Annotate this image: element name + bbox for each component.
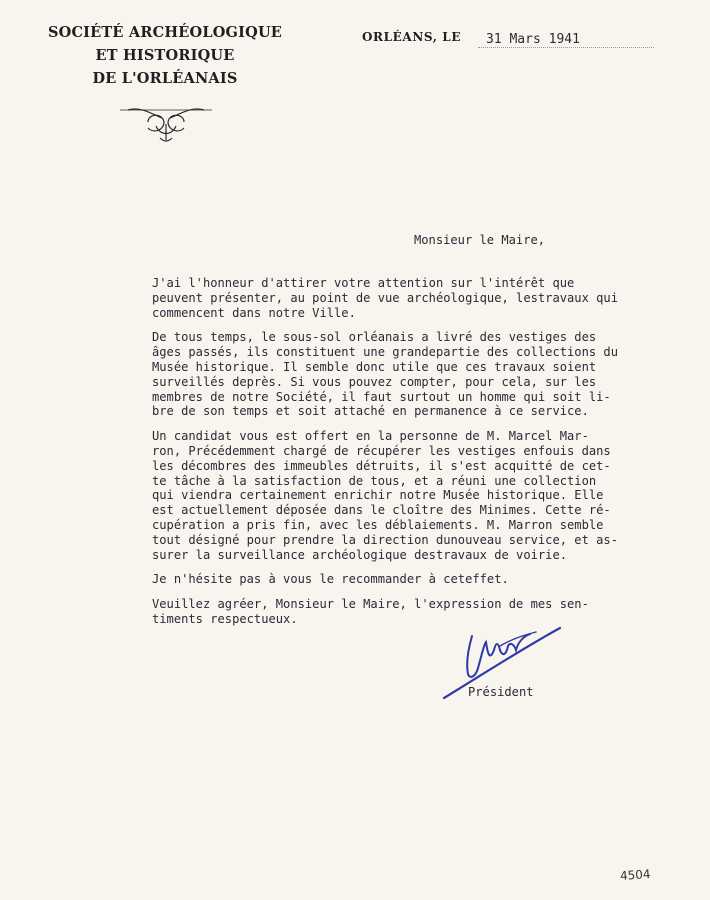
paragraph-2: De tous temps, le sous-sol orléanais a livré des vestiges des âges passés, ils constituent une grandepartie des collections du Musée historique. Il semble donc utile que ces travaux soient surveillés deprès. Si vous pouvez compter, pour cela, sur les membres de notre Société, il faut surtout un homme qui soit li- bre de son temps et soit attaché en permanence à ce service. [152,330,618,419]
paragraph-1: J'ai l'honneur d'attirer votre attention sur l'intérêt que peuvent présenter, au point de vue archéologique, lestravaux qui commencent dans notre Ville. [152,276,618,320]
letterhead-line-3: DE L'ORLÉANAIS [92,70,238,87]
paragraph-4: Je n'hésite pas à vous le recommander à ceteffet. [152,572,509,587]
letterhead-line-1: SOCIÉTÉ ARCHÉOLOGIQUE [47,24,283,41]
letter-date: 31 Mars 1941 [486,32,580,47]
date-dotted-line [478,47,654,48]
paragraph-5: Veuillez agréer, Monsieur le Maire, l'expression de mes sen- timents respectueux. [152,597,589,626]
place-label: ORLÉANS, LE [362,30,462,44]
letter-body [152,276,710,637]
paragraph-3: Un candidat vous est offert en la personne de M. Marcel Mar- ron, Précédemment chargé de récupérer les vestiges enfouis dans les décombres des immeubles détruits, il s'est acquitté de cet- te tâche à la satisfaction de tous, et a réuni une collection qui viendra certainement enrichir notre Musée historique. Elle est actuellement déposée dans le cloître des Minimes. Cette ré- cupération a pris fin, avec les déblaiements. M. Marron semble tout désigné pour prendre la direction dunouveau service, et as- surer la surveillance archéologique destravaux de voirie. [152,429,618,562]
ornament-icon [118,104,214,144]
letterhead-line-2: ET HISTORIQUE [95,47,235,64]
salutation: Monsieur le Maire, [414,233,546,247]
archive-number: 4504 [619,866,651,884]
president-title: Président [468,685,534,699]
